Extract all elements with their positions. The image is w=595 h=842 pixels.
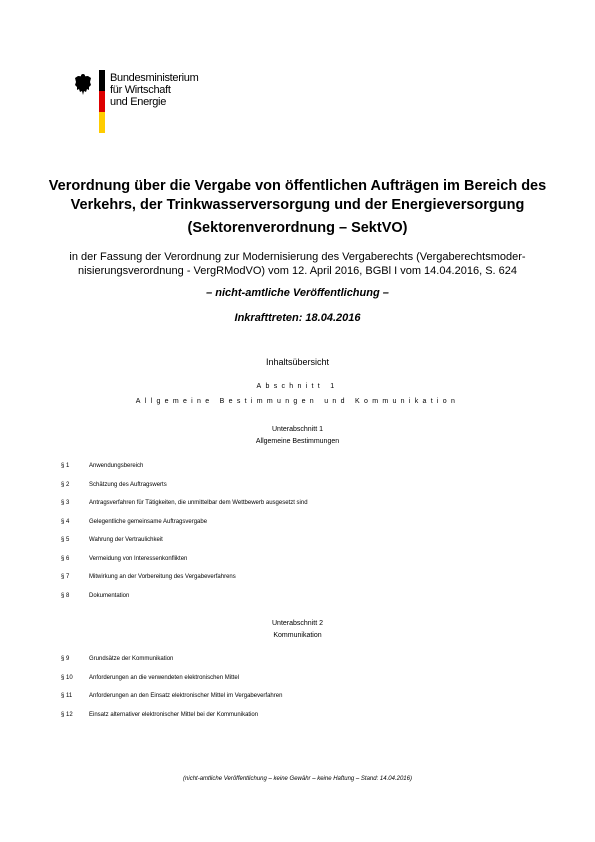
flag-band-red [99,91,105,112]
toc-list-subsection-1 [61,463,541,611]
ministry-logo [74,70,214,136]
document-subtitle: (Sektorenverordnung – SektVO) [187,220,408,236]
toc-item-text: Anforderungen an die verwendeten elektronischen Mittel [89,674,240,681]
toc-item-number: § 9 [61,656,70,662]
toc-item[interactable] [61,656,541,675]
toc-item[interactable] [61,500,541,519]
version-note: in der Fassung der Verordnung zur Modernisierung des Vergaberechts (Vergaberechtsmoder-nisierungsverordnung - VergRModVO) vom 12. April 2016, BGBl I vom 14.04.2016, S. 624 [69,251,526,277]
toc-item-text: Gelegentliche gemeinsame Auftragsvergabe [89,518,208,525]
toc-item-number: § 8 [61,592,70,599]
toc-item-number: § 5 [61,537,70,543]
toc-item-text: Grundsätze der Kommunikation [89,656,174,662]
toc-item-number: § 2 [61,481,70,488]
toc-item-number: § 3 [61,500,70,506]
toc-item-text: Anwendungsbereich [89,463,144,469]
flag-band-gold [99,112,105,133]
toc-item-text: Anforderungen an den Einsatz elektronischer Mittel im Vergabeverfahren [89,693,283,699]
toc-title: Inhaltsübersicht [265,357,330,367]
ministry-name-line: und Energie [110,96,167,108]
toc-item[interactable] [61,463,541,482]
toc-item-text: Dokumentation [89,592,130,599]
subsection-label: Unterabschnitt 1 [272,426,323,433]
toc-item-text: Antragsverfahren für Tätigkeiten, die unmittelbar dem Wettbewerb ausgesetzt sind [89,500,308,506]
section-label: Abschnitt 1 [256,383,339,390]
subsection-label: Unterabschnitt 2 [272,620,323,627]
toc-item-text: Schätzung des Auftragswerts [89,481,167,488]
flag-band-black [99,70,105,91]
toc-item[interactable] [61,482,541,501]
toc-item-number: § 6 [61,555,70,562]
toc-list-subsection-2 [61,656,541,730]
toc-item[interactable] [61,693,541,712]
toc-item[interactable] [61,556,541,575]
toc-item[interactable] [61,675,541,694]
toc-item[interactable] [61,712,541,731]
toc-item[interactable] [61,537,541,556]
page-footer: (nicht-amtliche Veröffentlichung – keine Gewähr – keine Haftung – Stand: 14.04.2016) [183,776,412,782]
toc-item-text: Einsatz alternativer elektronischer Mittel bei der Kommunikation [89,711,259,718]
toc-item[interactable] [61,519,541,538]
german-flag-bar [99,70,105,133]
ministry-name-line: für Wirtschaft [110,84,171,96]
section-title: Allgemeine Bestimmungen und Kommunikation [135,398,460,405]
toc-item-number: § 4 [61,518,70,525]
toc-item-number: § 10 [61,674,73,681]
toc-item-number: § 12 [61,711,73,718]
non-official-note: – nicht-amtliche Veröffentlichung – [206,287,389,299]
toc-item-number: § 7 [61,574,70,580]
toc-item-number: § 11 [61,693,73,699]
subsection-title: Kommunikation [273,632,322,639]
toc-item[interactable] [61,574,541,593]
toc-item-number: § 1 [61,463,70,469]
toc-item[interactable] [61,593,541,612]
toc-item-text: Wahrung der Vertraulichkeit [89,537,163,543]
toc-item-text: Mitwirkung an der Vorbereitung des Vergabeverfahrens [89,574,236,580]
document-title: Verordnung über die Vergabe von öffentlichen Aufträgen im Bereich des Verkehrs, der Trinkwasserversorgung und der Energieversorgung [48,178,547,213]
toc-item-text: Vermeidung von Interessenkonflikten [89,555,188,562]
subsection-title: Allgemeine Bestimmungen [255,438,340,445]
federal-eagle-icon [74,73,92,97]
in-force-date: Inkrafttreten: 18.04.2016 [234,312,361,324]
ministry-name-line: Bundesministerium [110,72,199,84]
ministry-name [110,72,198,108]
